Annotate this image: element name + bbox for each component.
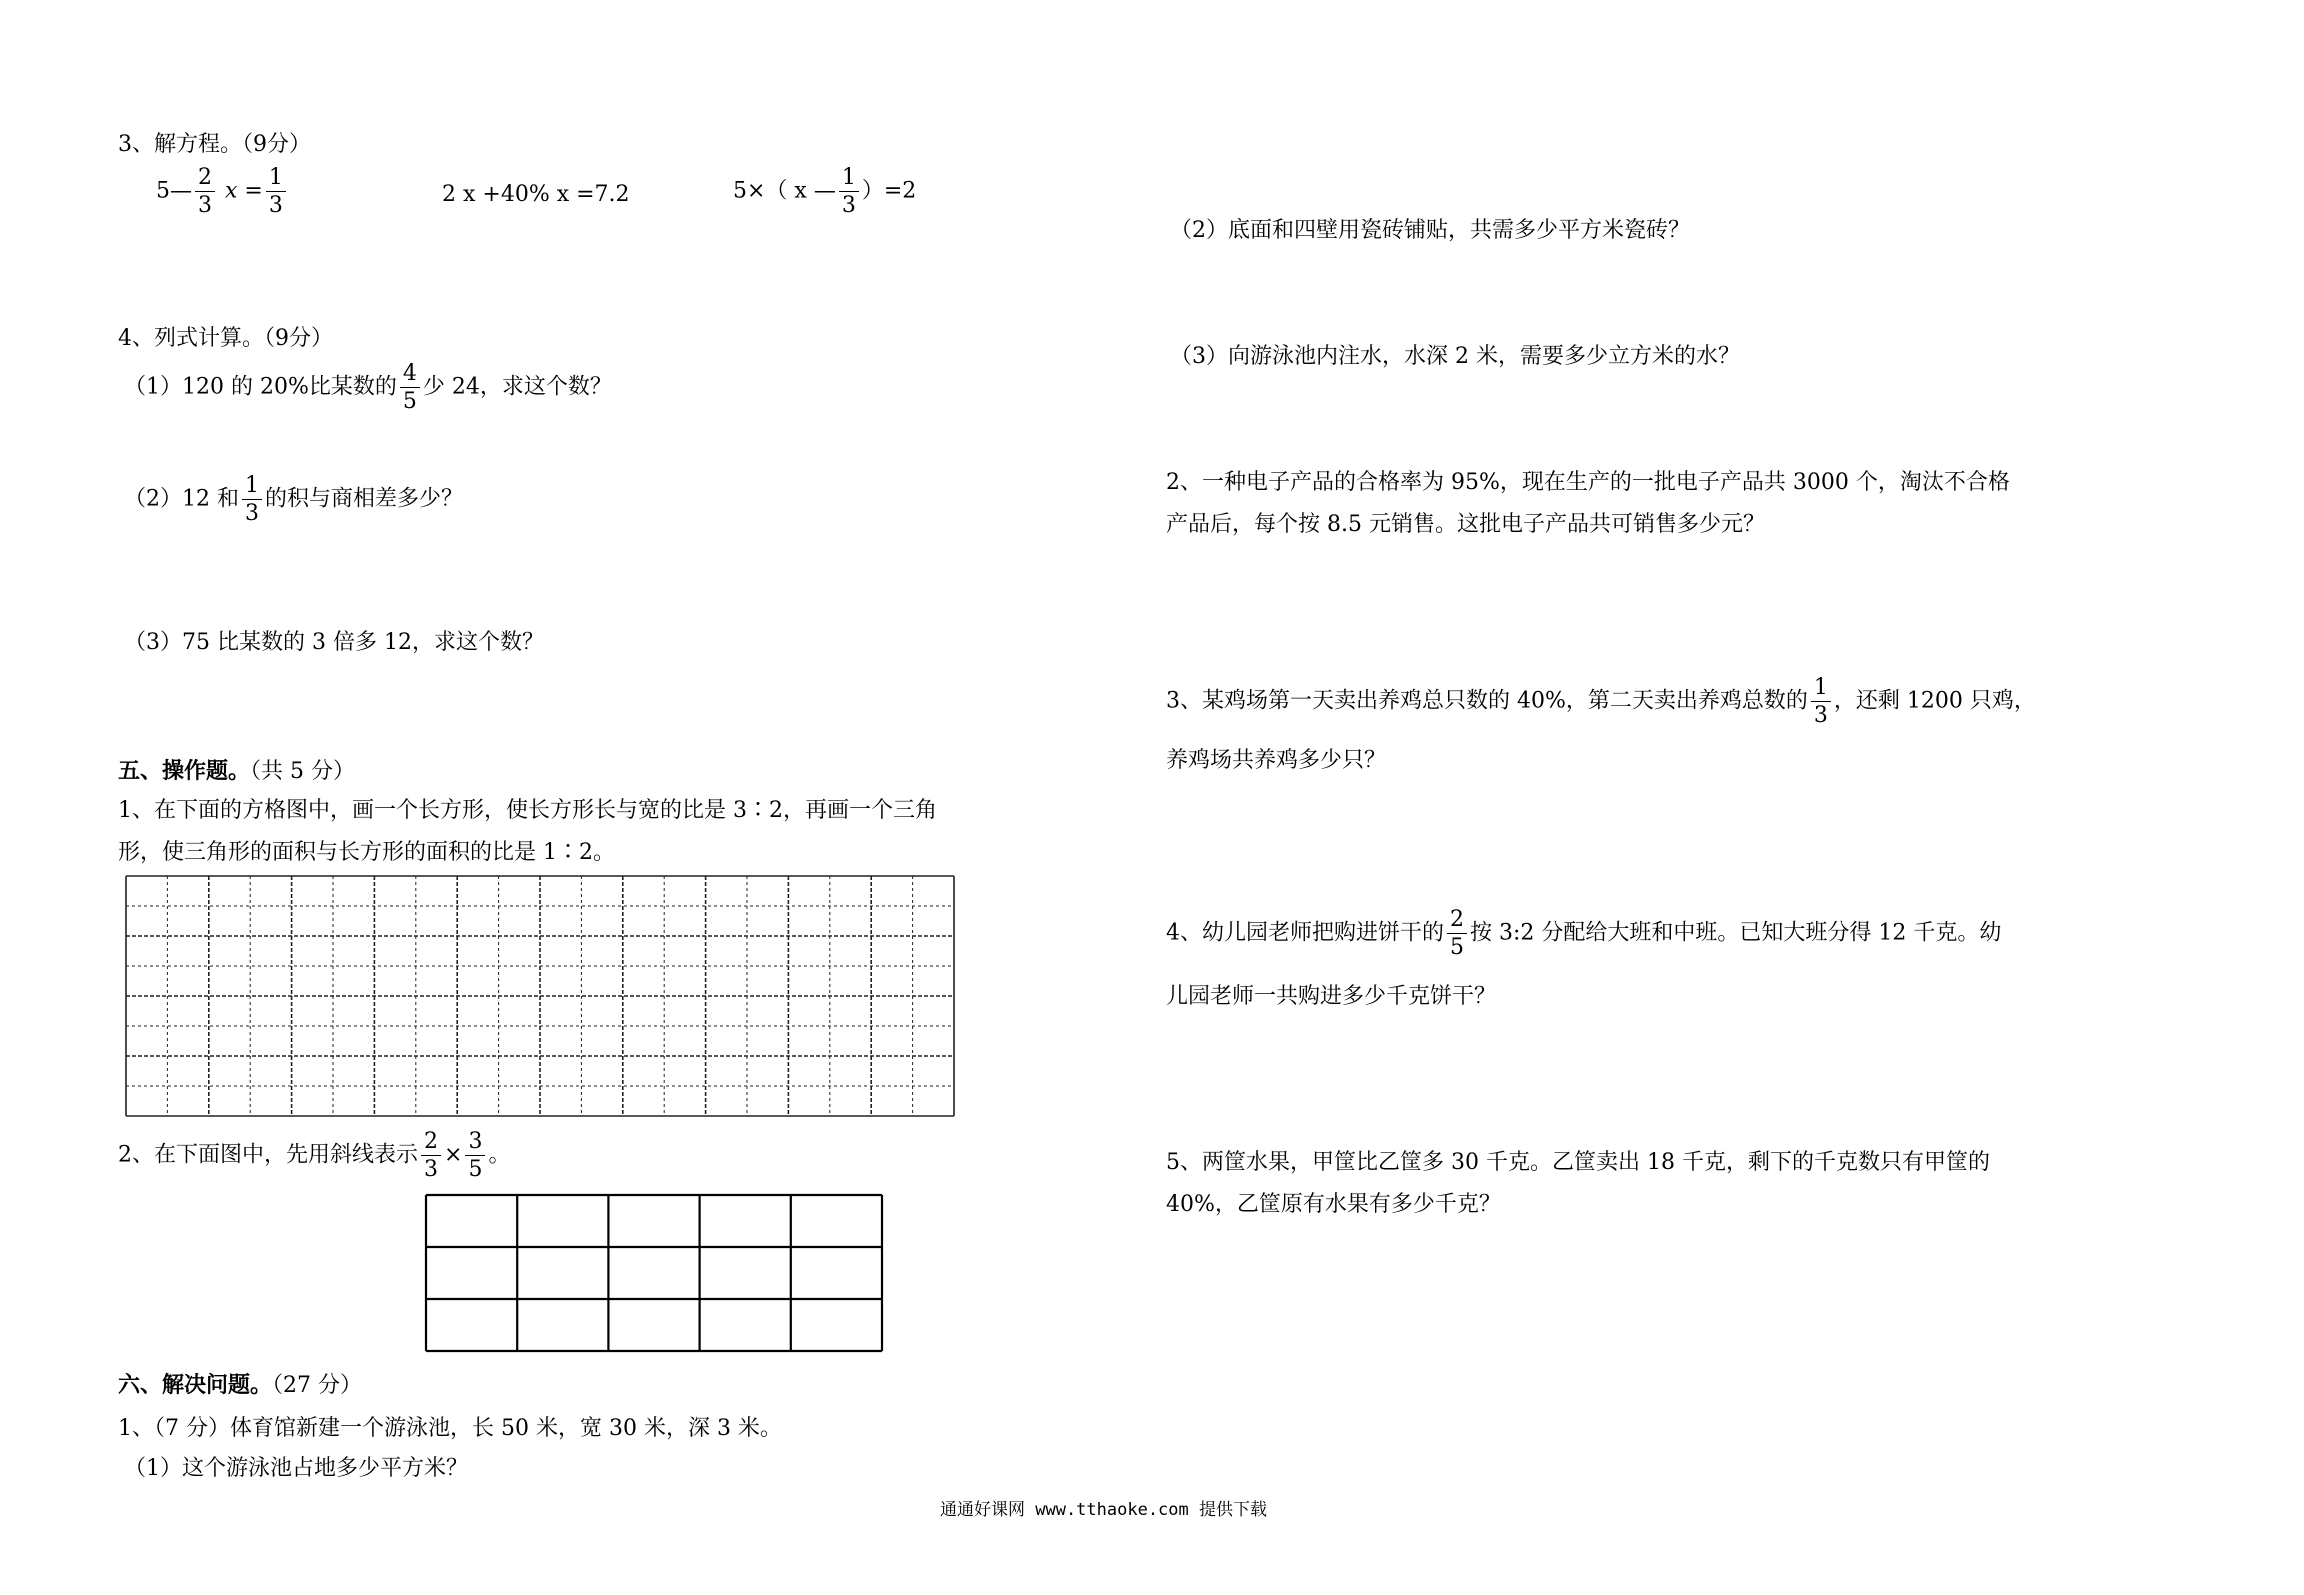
q4-item-2: （2）12 和 $\frac{1}{3}$ 的积与商相差多少？ (124, 473, 464, 527)
equation-1: 5— $\frac{2}{3}$ x = $\frac{1}{3}$ (156, 166, 289, 217)
q4-item-1: （1）120 的 20%比某数的 $\frac{4}{5}$ 少 24，求这个数？ (124, 361, 612, 415)
fraction: $\frac{4}{5}$ (400, 362, 420, 413)
equation-2: 2 x +40% x =7.2 (442, 182, 630, 207)
s5-q2: 2、在下面图中，先用斜线表示 $\frac{2}{3}$ × $\frac{3}{5}$ 。 (118, 1129, 511, 1183)
fraction: $\frac{2}{3}$ (421, 1130, 441, 1181)
r-q2-line2: 产品后，每个按 8.5 元销售。这批电子产品共可销售多少元？ (1166, 512, 1765, 537)
square-grid (124, 874, 956, 1118)
r-q4-line2: 儿园老师一共购进多少千克饼干？ (1166, 984, 1497, 1009)
s6-q1: 1、（7 分）体育馆新建一个游泳池，长 50 米，宽 30 米，深 3 米。 (118, 1416, 782, 1441)
q4-title: 4、列式计算。（9分） (118, 326, 333, 351)
equation-3: 5×（ x — $\frac{1}{3}$ ）=2 (733, 165, 917, 219)
s6-q1-1: （1）这个游泳池占地多少平方米？ (124, 1456, 468, 1481)
section-6-heading: 六、解决问题。（27 分） (118, 1372, 363, 1398)
q3-title: 3、解方程。（9分） (118, 132, 311, 157)
fraction: $\frac{1}{3}$ (266, 166, 286, 217)
r-q3-line2: 养鸡场共养鸡多少只？ (1166, 748, 1387, 773)
s5-q1-line1: 1、在下面的方格图中，画一个长方形，使长方形长与宽的比是 3∶2，再画一个三角 (118, 798, 937, 823)
fraction-grid (424, 1193, 884, 1353)
s5-q1-line2: 形，使三角形的面积与长方形的面积的比是 1∶2。 (118, 840, 615, 865)
q4-item-3: （3）75 比某数的 3 倍多 12，求这个数？ (124, 630, 544, 655)
fraction: $\frac{3}{5}$ (465, 1130, 485, 1181)
r-q5-line1: 5、两筐水果，甲筐比乙筐多 30 千克。乙筐卖出 18 千克，剩下的千克数只有甲筐的 (1166, 1150, 1990, 1175)
r-q5-line2: 40%，乙筐原有水果有多少千克？ (1166, 1192, 1501, 1217)
fraction: $\frac{1}{3}$ (242, 474, 262, 525)
footer-text: 通通好课网 www.tthaoke.com 提供下载 (940, 1500, 1267, 1520)
section-5-heading: 五、操作题。（共 5 分） (118, 758, 355, 784)
r-q4-line1: 4、幼儿园老师把购进饼干的 $\frac{2}{5}$ 按 3:2 分配给大班和中班。已知大班分得 12 千克。幼 (1166, 907, 2002, 961)
r-q2-line1: 2、一种电子产品的合格率为 95%，现在生产的一批电子产品共 3000 个，淘汰不合格 (1166, 470, 2010, 495)
fraction: $\frac{2}{5}$ (1447, 908, 1467, 959)
fraction: $\frac{1}{3}$ (1811, 676, 1831, 727)
r-q1-2: （2）底面和四壁用瓷砖铺贴，共需多少平方米瓷砖？ (1170, 218, 1690, 243)
fraction: $\frac{1}{3}$ (839, 166, 859, 217)
fraction: $\frac{2}{3}$ (195, 166, 215, 217)
r-q1-3: （3）向游泳池内注水，水深 2 米，需要多少立方米的水？ (1170, 344, 1740, 369)
r-q3-line1: 3、某鸡场第一天卖出养鸡总只数的 40%，第二天卖出养鸡总数的 $\frac{1}{3}$ ，还剩 1200 只鸡， (1166, 675, 2036, 729)
